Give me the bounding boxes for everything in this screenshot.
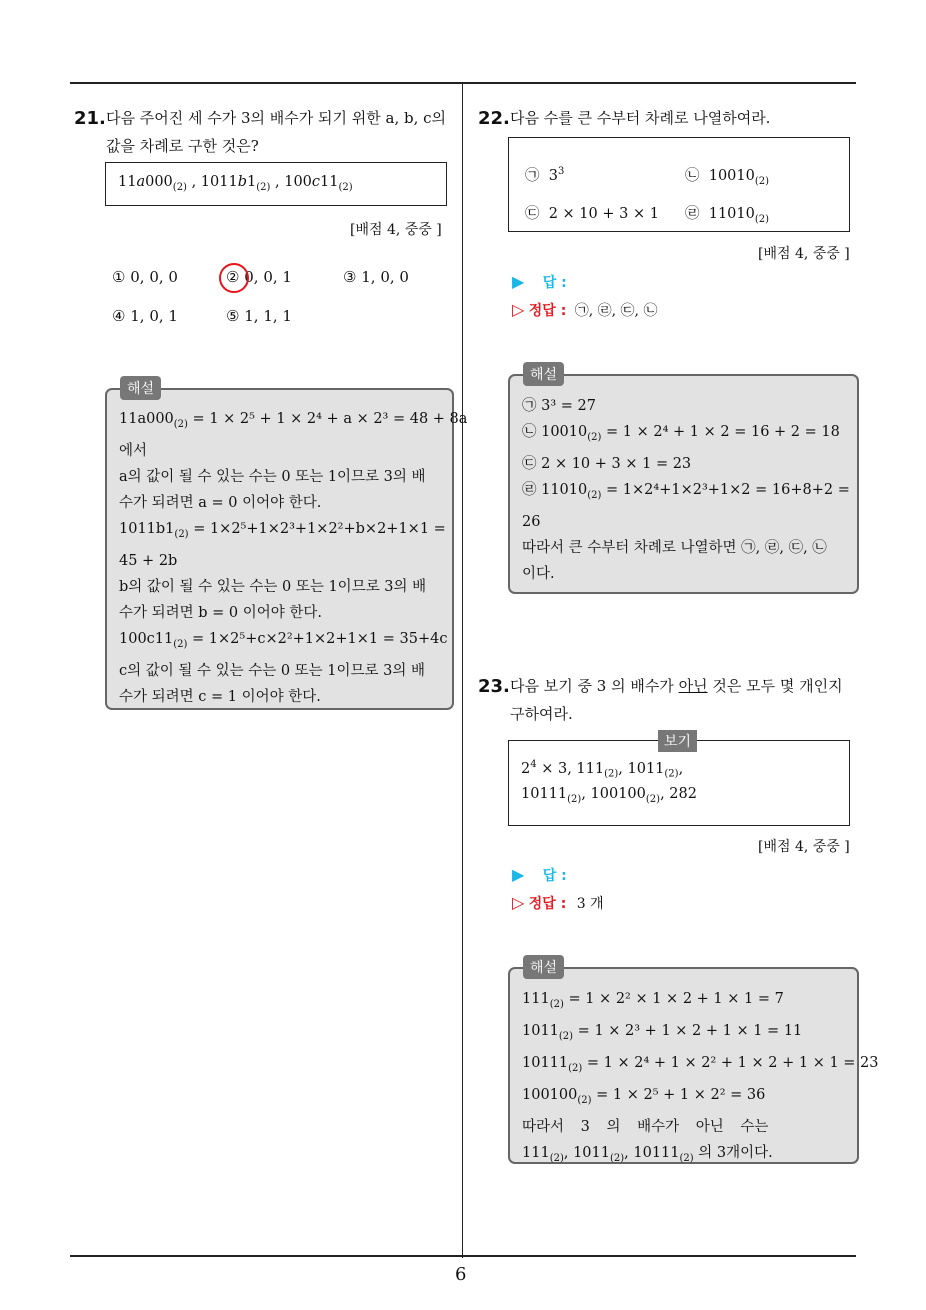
- solution-line: b의 값이 될 수 있는 수는 0 또는 1이므로 3의 배: [119, 578, 427, 595]
- play-arrow-icon: ▶: [512, 272, 525, 291]
- question-23-correct-row: [512, 893, 604, 913]
- question-23-line2: 구하여라.: [510, 705, 573, 723]
- item-giyeok: ㉠ $3^3$: [525, 166, 565, 184]
- bogi-line-1: $2^4 \times 3$, $111_{(2)}$, $1011_{(2)}$,: [521, 759, 684, 780]
- question-22-solution-tag: 해설: [523, 362, 564, 386]
- solution-line: 에서: [119, 442, 148, 459]
- solution-line: ㉡ $10010_{(2)} = 1 \times 2^4 + 1 \times 2 = 16 + 2 = 18$: [522, 424, 840, 443]
- question-22-solution-box: [508, 374, 859, 594]
- correct-value: 3 개: [576, 896, 604, 912]
- answer-label: 답 :: [542, 868, 567, 884]
- top-rule: [70, 82, 856, 84]
- solution-line: a의 값이 될 수 있는 수는 0 또는 1이므로 3의 배: [119, 468, 426, 485]
- outline-arrow-icon: ▷: [512, 893, 525, 912]
- item-rieul: ㉣ $11010_{(2)}$: [685, 206, 770, 225]
- solution-line: 수가 되려면 c = 1 이어야 한다.: [119, 688, 321, 705]
- question-23-line1: 다음 보기 중 3 의 배수가 아닌 것은 모두 몇 개인지: [510, 677, 843, 695]
- bogi-line-2: $10111_{(2)}$, $100100_{(2)}$, 282: [521, 786, 697, 805]
- selected-answer-circle: [219, 263, 249, 293]
- solution-line: ㉣ $11010_{(2)} = 1\times 2^4+1\times 2^3+1\times 2 = 16+8+2$ =: [522, 481, 850, 501]
- question-21-line2: 값을 차례로 구한 것은?: [106, 137, 259, 155]
- solution-line: $1011b1_{(2)} = 1\times 2^5+1\times 2^3+1\times 2^2+b\times 2+1\times 1$ =: [119, 520, 446, 540]
- question-22-answer-row[interactable]: [512, 272, 567, 292]
- solution-line: 45 + 2b: [119, 552, 178, 569]
- question-23-solution-box: [508, 967, 879, 1164]
- item-digeut: ㉢ 2 × 10 + 3 × 1: [525, 206, 659, 222]
- question-21-number: 21.: [74, 108, 106, 129]
- solution-line: 따라서 3 의 배수가 아닌 수는: [522, 1118, 769, 1135]
- correct-value: ㉠, ㉣, ㉢, ㉡: [574, 303, 658, 319]
- solution-line: $1011_{(2)} = 1 \times 2^3 + 1 \times 2 + 1 \times 1 = 11$: [522, 1022, 803, 1042]
- question-22-correct-row: [512, 300, 657, 320]
- question-23-answer-row[interactable]: [512, 865, 567, 885]
- question-23-bogi-tag: 보기: [658, 730, 697, 752]
- question-22-score: [배점 4, 중중 ]: [758, 246, 850, 262]
- answer-label: 답 :: [542, 275, 567, 291]
- question-23-text: [510, 672, 860, 728]
- page-number: 6: [455, 1264, 467, 1285]
- solution-line: 따라서 큰 수부터 차례로 나열하면 ㉠, ㉣, ㉢, ㉡: [522, 539, 827, 556]
- question-21-given-box: [105, 162, 447, 206]
- solution-line: 수가 되려면 b = 0 이어야 한다.: [119, 604, 322, 621]
- solution-line: $10111_{(2)} = 1 \times 2^4 + 1 \times 2^2 + 1 \times 2 + 1 \times 1 = 23$: [522, 1054, 879, 1074]
- question-22-text: 다음 수를 큰 수부터 차례로 나열하여라.: [510, 109, 771, 127]
- choice-1[interactable]: ① 0, 0, 0: [112, 268, 178, 286]
- solution-line: $100100_{(2)} = 1 \times 2^5 + 1 \times 2^2 = 36$: [522, 1086, 766, 1106]
- solution-line: 이다.: [522, 565, 555, 582]
- correct-label: 정답 :: [528, 896, 567, 912]
- solution-line: $11a000_{(2)} = 1 \times 2^5 + 1 \times 2^4 + a \times 2^3 = 48 + 8a$: [119, 411, 468, 430]
- solution-line: $100c11_{(2)} = 1\times 2^5+c\times 2^2+1\times 2+1\times 1 = 35+4c$: [119, 630, 448, 650]
- solution-line: ㉠ 3³ = 27: [522, 398, 596, 414]
- solution-line: 수가 되려면 a = 0 이어야 한다.: [119, 494, 322, 511]
- solution-line: c의 값이 될 수 있는 수는 0 또는 1이므로 3의 배: [119, 662, 425, 679]
- choice-5[interactable]: ⑤ 1, 1, 1: [226, 307, 292, 325]
- question-22-number: 22.: [478, 108, 510, 129]
- question-21-solution-tag: 해설: [120, 376, 161, 400]
- question-23-solution-tag: 해설: [523, 955, 564, 979]
- solution-line: ㉢ 2 × 10 + 3 × 1 = 23: [522, 455, 692, 472]
- question-22-items-box: [508, 137, 850, 232]
- choice-2[interactable]: ② 0, 0, 1: [226, 268, 292, 286]
- question-21-text: [106, 104, 456, 160]
- solution-line: $111_{(2)} = 1 \times 2^2 \times 1 \times 2 + 1 \times 1 = 7$: [522, 991, 784, 1010]
- question-23-score: [배점 4, 중중 ]: [758, 839, 850, 855]
- choice-4[interactable]: ④ 1, 0, 1: [112, 307, 178, 325]
- question-23-bogi-box: [508, 740, 850, 826]
- solution-22-body: [522, 393, 850, 587]
- question-21-score: [배점 4, 중중 ]: [350, 222, 442, 238]
- question-21-solution-box: [105, 388, 468, 710]
- solution-line: 26: [522, 513, 541, 530]
- outline-arrow-icon: ▷: [512, 300, 525, 319]
- question-21-line1: 다음 주어진 세 수가 3의 배수가 되기 위한 a, b, c의: [106, 109, 447, 127]
- bottom-rule: [70, 1255, 856, 1257]
- choice-3[interactable]: ③ 1, 0, 0: [343, 268, 409, 286]
- correct-label: 정답 :: [528, 303, 567, 319]
- solution-23-body: [522, 986, 879, 1171]
- solution-line: $111_{(2)}$, $1011_{(2)}$, $10111_{(2)}$ 의 3개이다.: [522, 1144, 773, 1164]
- question-23-number: 23.: [478, 676, 510, 697]
- play-arrow-icon: ▶: [512, 865, 525, 884]
- solution-21-body: [119, 406, 467, 710]
- question-21-given-text: $11a000_{(2)}$ , $1011b1_{(2)}$ , $100c11_{(2)}$: [118, 174, 353, 193]
- item-nieun: ㉡ $10010_{(2)}$: [685, 168, 770, 187]
